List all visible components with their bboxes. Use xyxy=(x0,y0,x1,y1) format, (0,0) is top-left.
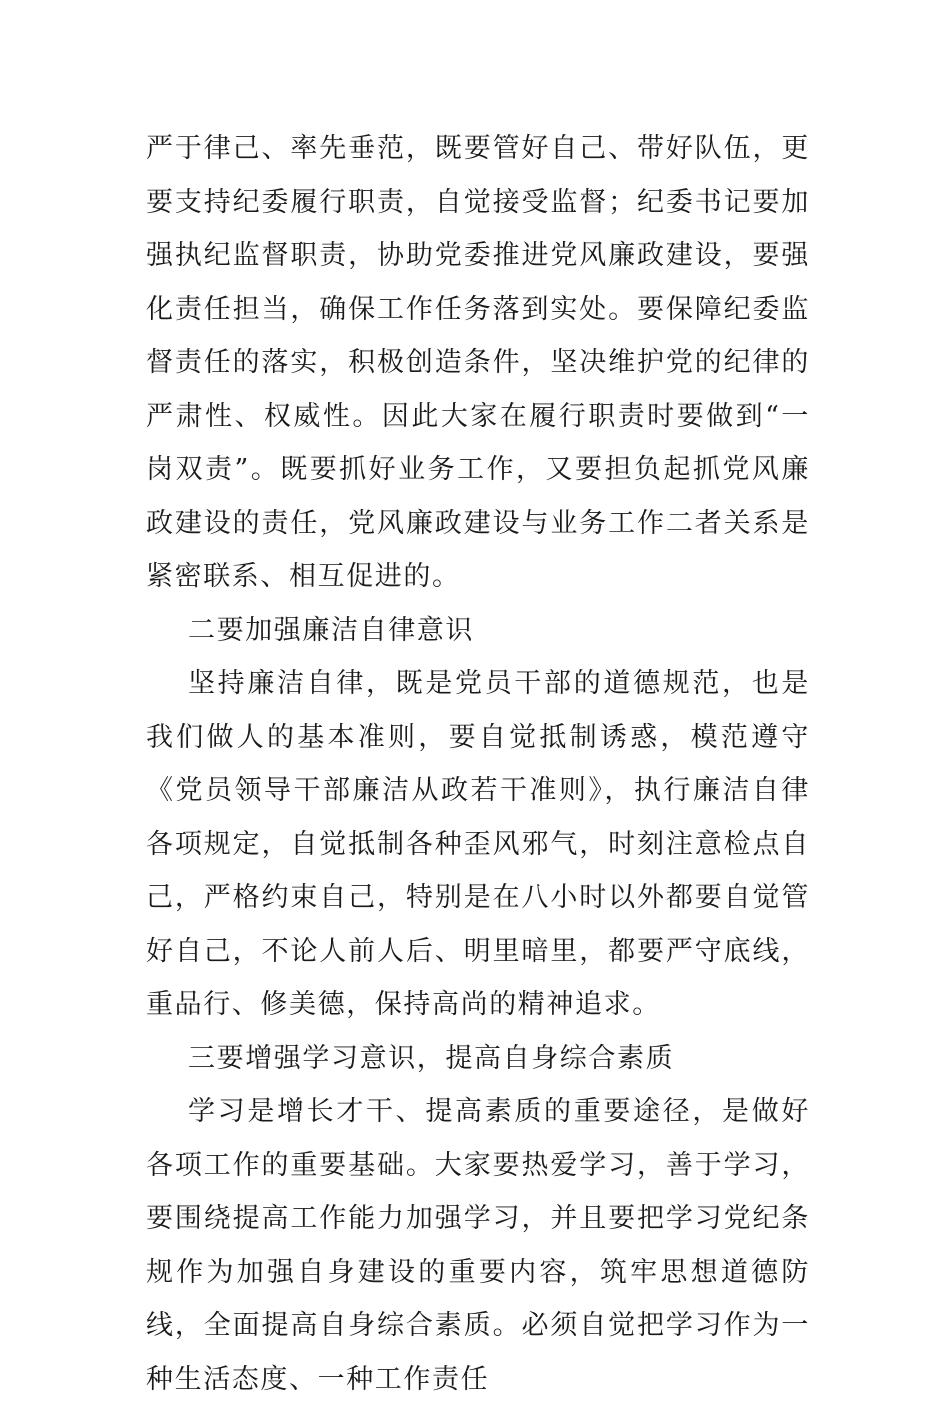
paragraph-learning: 学习是增长才干、提高素质的重要途径，是做好各项工作的重要基础。大家要热爱学习，善于学习，要围绕提高工作能力加强学习，并且要把学习党纪条规作为加强自身建设的重要内容，筑牢思想道德防线，全面提高自身综合素质。必须自觉把学习作为一种生活态度、一种工作责任 xyxy=(146,1096,810,1395)
document-body xyxy=(146,122,810,1406)
heading-learning: 三要增强学习意识，提高自身综合素质 xyxy=(188,1042,675,1074)
paragraph-integrity: 坚持廉洁自律，既是党员干部的道德规范，也是我们做人的基本准则，要自觉抵制诱惑，模范遵守《党员领导干部廉洁从政若干准则》，执行廉洁自律各项规定，自觉抵制各种歪风邪气，时刻注意检点自己，严格约束自己，特别是在八小时以外都要自觉管好自己，不论人前人后、明里暗里，都要严守底线，重品行、修美德，保持高尚的精神追求。 xyxy=(146,668,810,1020)
heading-integrity: 二要加强廉洁自律意识 xyxy=(188,614,474,646)
paragraph-responsibility: 严于律己、率先垂范，既要管好自己、带好队伍，更要支持纪委履行职责，自觉接受监督；纪委书记要加强执纪监督职责，协助党委推进党风廉政建设，要强化责任担当，确保工作任务落到实处。要保障纪委监督责任的落实，积极创造条件，坚决维护党的纪律的严肃性、权威性。因此大家在履行职责时要做到“一岗双责”。既要抓好业务工作，又要担负起抓党风廉政建设的责任，党风廉政建设与业务工作二者关系是紧密联系、相互促进的。 xyxy=(146,133,810,592)
